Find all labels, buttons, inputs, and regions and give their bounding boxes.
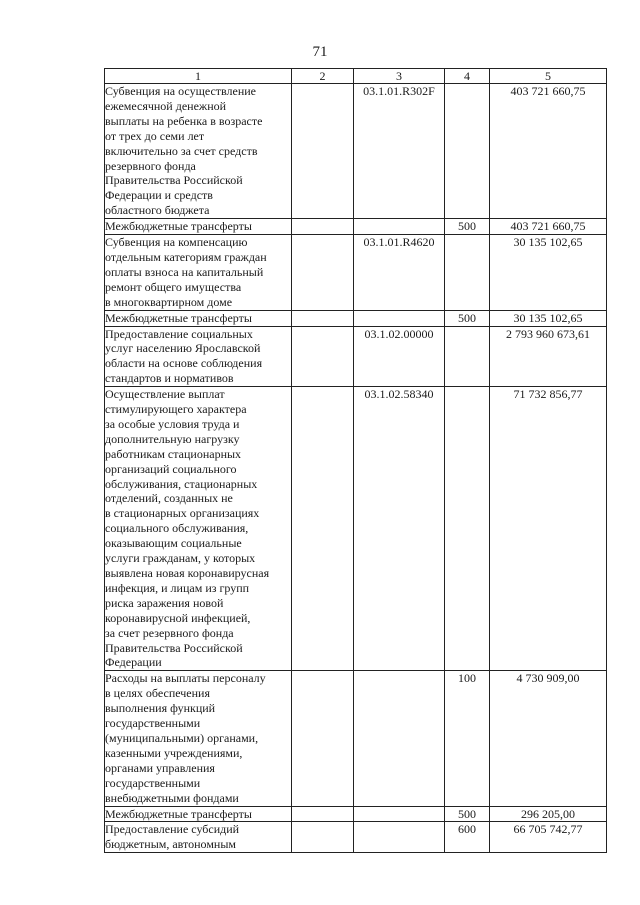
row-name: Осуществление выплат стимулирующего характера за особые условия труда и дополнительную нагрузку работникам стационарных организаций социального обслуживания, стационарных отделений, созданных не в стационарных организациях социального обслуживания, оказывающим социальные услуги гражданам, у которых выявлена новая коронавирусная инфекция, и лицам из групп риска заражения новой коронавирусной инфекцией, за счет резервного фонда Правительства Российской Федерации bbox=[105, 387, 292, 671]
row-sum: 66 705 742,77 bbox=[490, 822, 607, 853]
row-type bbox=[445, 235, 490, 311]
row-type bbox=[445, 326, 490, 387]
row-code bbox=[354, 822, 445, 853]
table-row bbox=[105, 219, 607, 235]
row-name: Расходы на выплаты персоналу в целях обеспечения выполнения функций государственными (муниципальными) органами, казенными учреждениями, органами управления государственными внебюджетными фондами bbox=[105, 671, 292, 806]
row-sum: 71 732 856,77 bbox=[490, 387, 607, 671]
row-type: 500 bbox=[445, 310, 490, 326]
row-type bbox=[445, 84, 490, 219]
table-row bbox=[105, 84, 607, 219]
row-name: Предоставление субсидий бюджетным, автономным bbox=[105, 822, 292, 853]
row-code: 03.1.01.R302F bbox=[354, 84, 445, 219]
page-number: 71 bbox=[312, 44, 328, 60]
row-sum: 30 135 102,65 bbox=[490, 235, 607, 311]
row-code: 03.1.02.00000 bbox=[354, 326, 445, 387]
row-code: 03.1.01.R4620 bbox=[354, 235, 445, 311]
column-header-5: 5 bbox=[490, 69, 607, 84]
row-col2 bbox=[292, 806, 354, 822]
row-sum: 296 205,00 bbox=[490, 806, 607, 822]
row-name: Межбюджетные трансферты bbox=[105, 806, 292, 822]
table-row bbox=[105, 822, 607, 853]
column-header-4: 4 bbox=[445, 69, 490, 84]
row-type: 600 bbox=[445, 822, 490, 853]
row-col2 bbox=[292, 671, 354, 806]
row-code bbox=[354, 310, 445, 326]
row-type bbox=[445, 387, 490, 671]
table-row bbox=[105, 387, 607, 671]
row-code bbox=[354, 219, 445, 235]
table-row bbox=[105, 326, 607, 387]
row-col2 bbox=[292, 822, 354, 853]
row-type: 100 bbox=[445, 671, 490, 806]
row-col2 bbox=[292, 326, 354, 387]
row-type: 500 bbox=[445, 806, 490, 822]
row-name: Субвенция на осуществление ежемесячной денежной выплаты на ребенка в возрасте от трех до семи лет включительно за счет средств резервного фонда Правительства Российской Федерации и средств областного бюджета bbox=[105, 84, 292, 219]
row-sum: 4 730 909,00 bbox=[490, 671, 607, 806]
row-sum: 2 793 960 673,61 bbox=[490, 326, 607, 387]
row-name: Субвенция на компенсацию отдельным категориям граждан оплаты взноса на капитальный ремонт общего имущества в многоквартирном доме bbox=[105, 235, 292, 311]
row-type: 500 bbox=[445, 219, 490, 235]
row-sum: 403 721 660,75 bbox=[490, 84, 607, 219]
row-code bbox=[354, 806, 445, 822]
table-row bbox=[105, 235, 607, 311]
row-col2 bbox=[292, 219, 354, 235]
row-col2 bbox=[292, 387, 354, 671]
row-col2 bbox=[292, 235, 354, 311]
table-row bbox=[105, 310, 607, 326]
row-col2 bbox=[292, 84, 354, 219]
row-name: Межбюджетные трансферты bbox=[105, 310, 292, 326]
budget-table bbox=[104, 68, 607, 853]
table-row bbox=[105, 806, 607, 822]
row-sum: 403 721 660,75 bbox=[490, 219, 607, 235]
row-col2 bbox=[292, 310, 354, 326]
row-code: 03.1.02.58340 bbox=[354, 387, 445, 671]
row-code bbox=[354, 671, 445, 806]
table-row bbox=[105, 671, 607, 806]
row-name: Межбюджетные трансферты bbox=[105, 219, 292, 235]
row-name: Предоставление социальных услуг населению Ярославской области на основе соблюдения стандартов и нормативов bbox=[105, 326, 292, 387]
row-sum: 30 135 102,65 bbox=[490, 310, 607, 326]
column-header-1: 1 bbox=[105, 69, 292, 84]
table-header-row bbox=[105, 69, 607, 84]
column-header-3: 3 bbox=[354, 69, 445, 84]
column-header-2: 2 bbox=[292, 69, 354, 84]
